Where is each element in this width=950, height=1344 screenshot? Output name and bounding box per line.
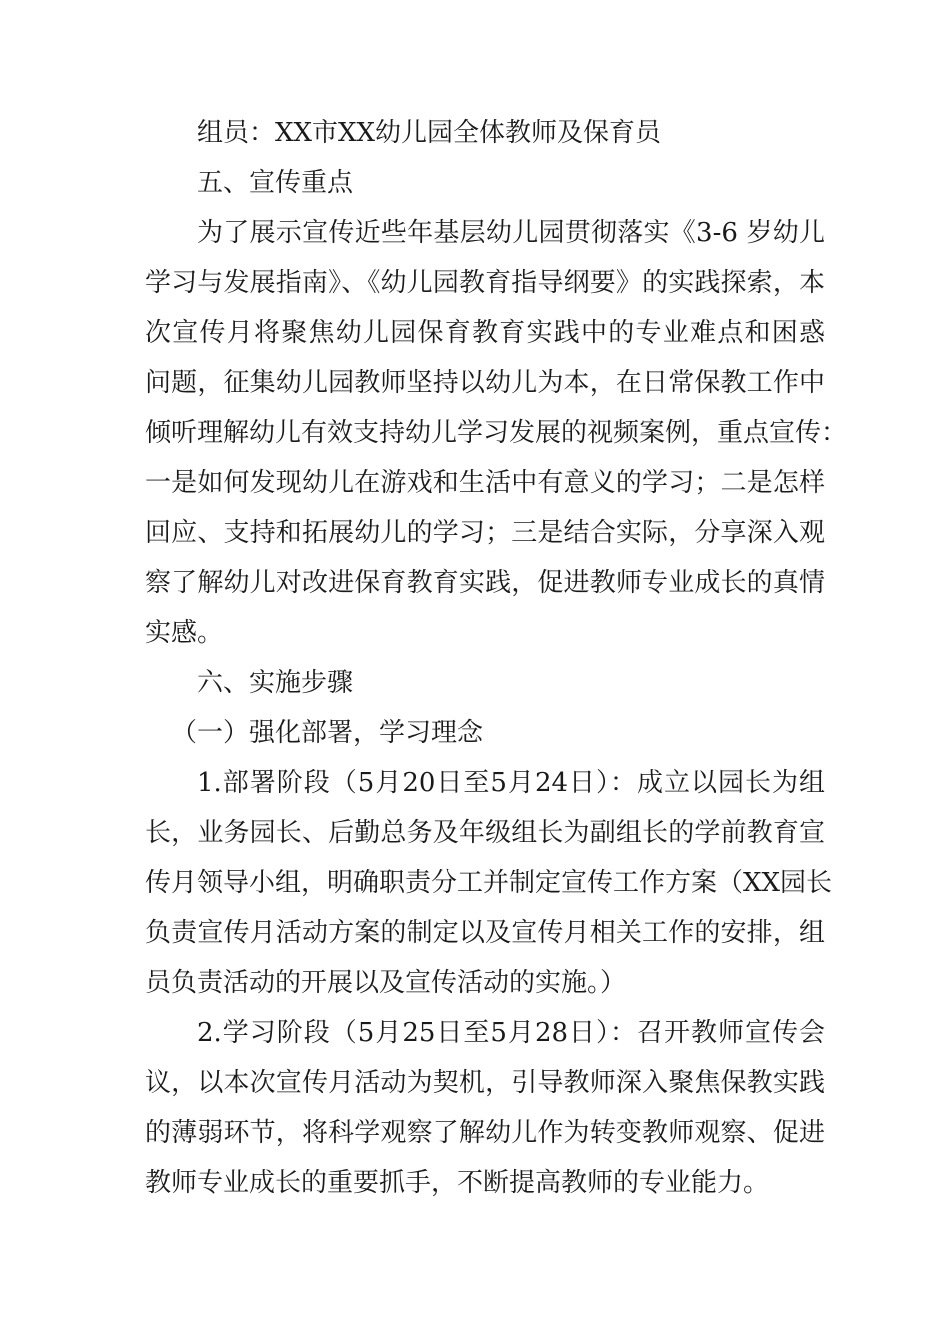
- section-heading: 六、实施步骤: [197, 668, 354, 698]
- text-line: 议，以本次宣传月活动为契机，引导教师深入聚焦保教实践: [145, 1068, 825, 1098]
- text-line: 一是如何发现幼儿在游戏和生活中有意义的学习；二是怎样: [145, 468, 825, 498]
- text-line: 实感。: [145, 618, 224, 648]
- text-line: 员负责活动的开展以及宣传活动的实施。）: [145, 968, 627, 998]
- text-line: 的薄弱环节，将科学观察了解幼儿作为转变教师观察、促进: [145, 1118, 825, 1148]
- text-line: 负责宣传月活动方案的制定以及宣传月相关工作的安排，组: [145, 918, 825, 948]
- text-line: 问题，征集幼儿园教师坚持以幼儿为本，在日常保教工作中: [145, 368, 825, 398]
- text-line: 回应、支持和拓展幼儿的学习；三是结合实际，分享深入观: [145, 518, 825, 548]
- section-heading: 五、宣传重点: [197, 168, 354, 198]
- text-line: 1.部署阶段（5月20日至5月24日）：成立以园长为组: [197, 768, 825, 798]
- text-line: 长，业务园长、后勤总务及年级组长为副组长的学前教育宣: [145, 818, 825, 848]
- text-line: 传月领导小组，明确职责分工并制定宣传工作方案（XX园长: [145, 868, 833, 898]
- text-line: 倾听理解幼儿有效支持幼儿学习发展的视频案例，重点宣传：: [145, 418, 848, 448]
- text-line: 学习与发展指南》、《幼儿园教育指导纲要》的实践探索，本: [145, 268, 825, 298]
- text-line: 教师专业成长的重要抓手，不断提高教师的专业能力。: [145, 1168, 770, 1198]
- text-line: 为了展示宣传近些年基层幼儿园贯彻落实《3-6 岁幼儿: [197, 218, 825, 248]
- text-line: 次宣传月将聚焦幼儿园保育教育实践中的专业难点和困惑: [145, 318, 825, 348]
- subsection-heading: （一）强化部署，学习理念: [171, 718, 484, 748]
- text-line: 察了解幼儿对改进保育教育实践，促进教师专业成长的真情: [145, 568, 825, 598]
- text-line: 组员：XX市XX幼儿园全体教师及保育员: [197, 118, 662, 148]
- text-line: 2.学习阶段（5月25日至5月28日）：召开教师宣传会: [197, 1018, 825, 1048]
